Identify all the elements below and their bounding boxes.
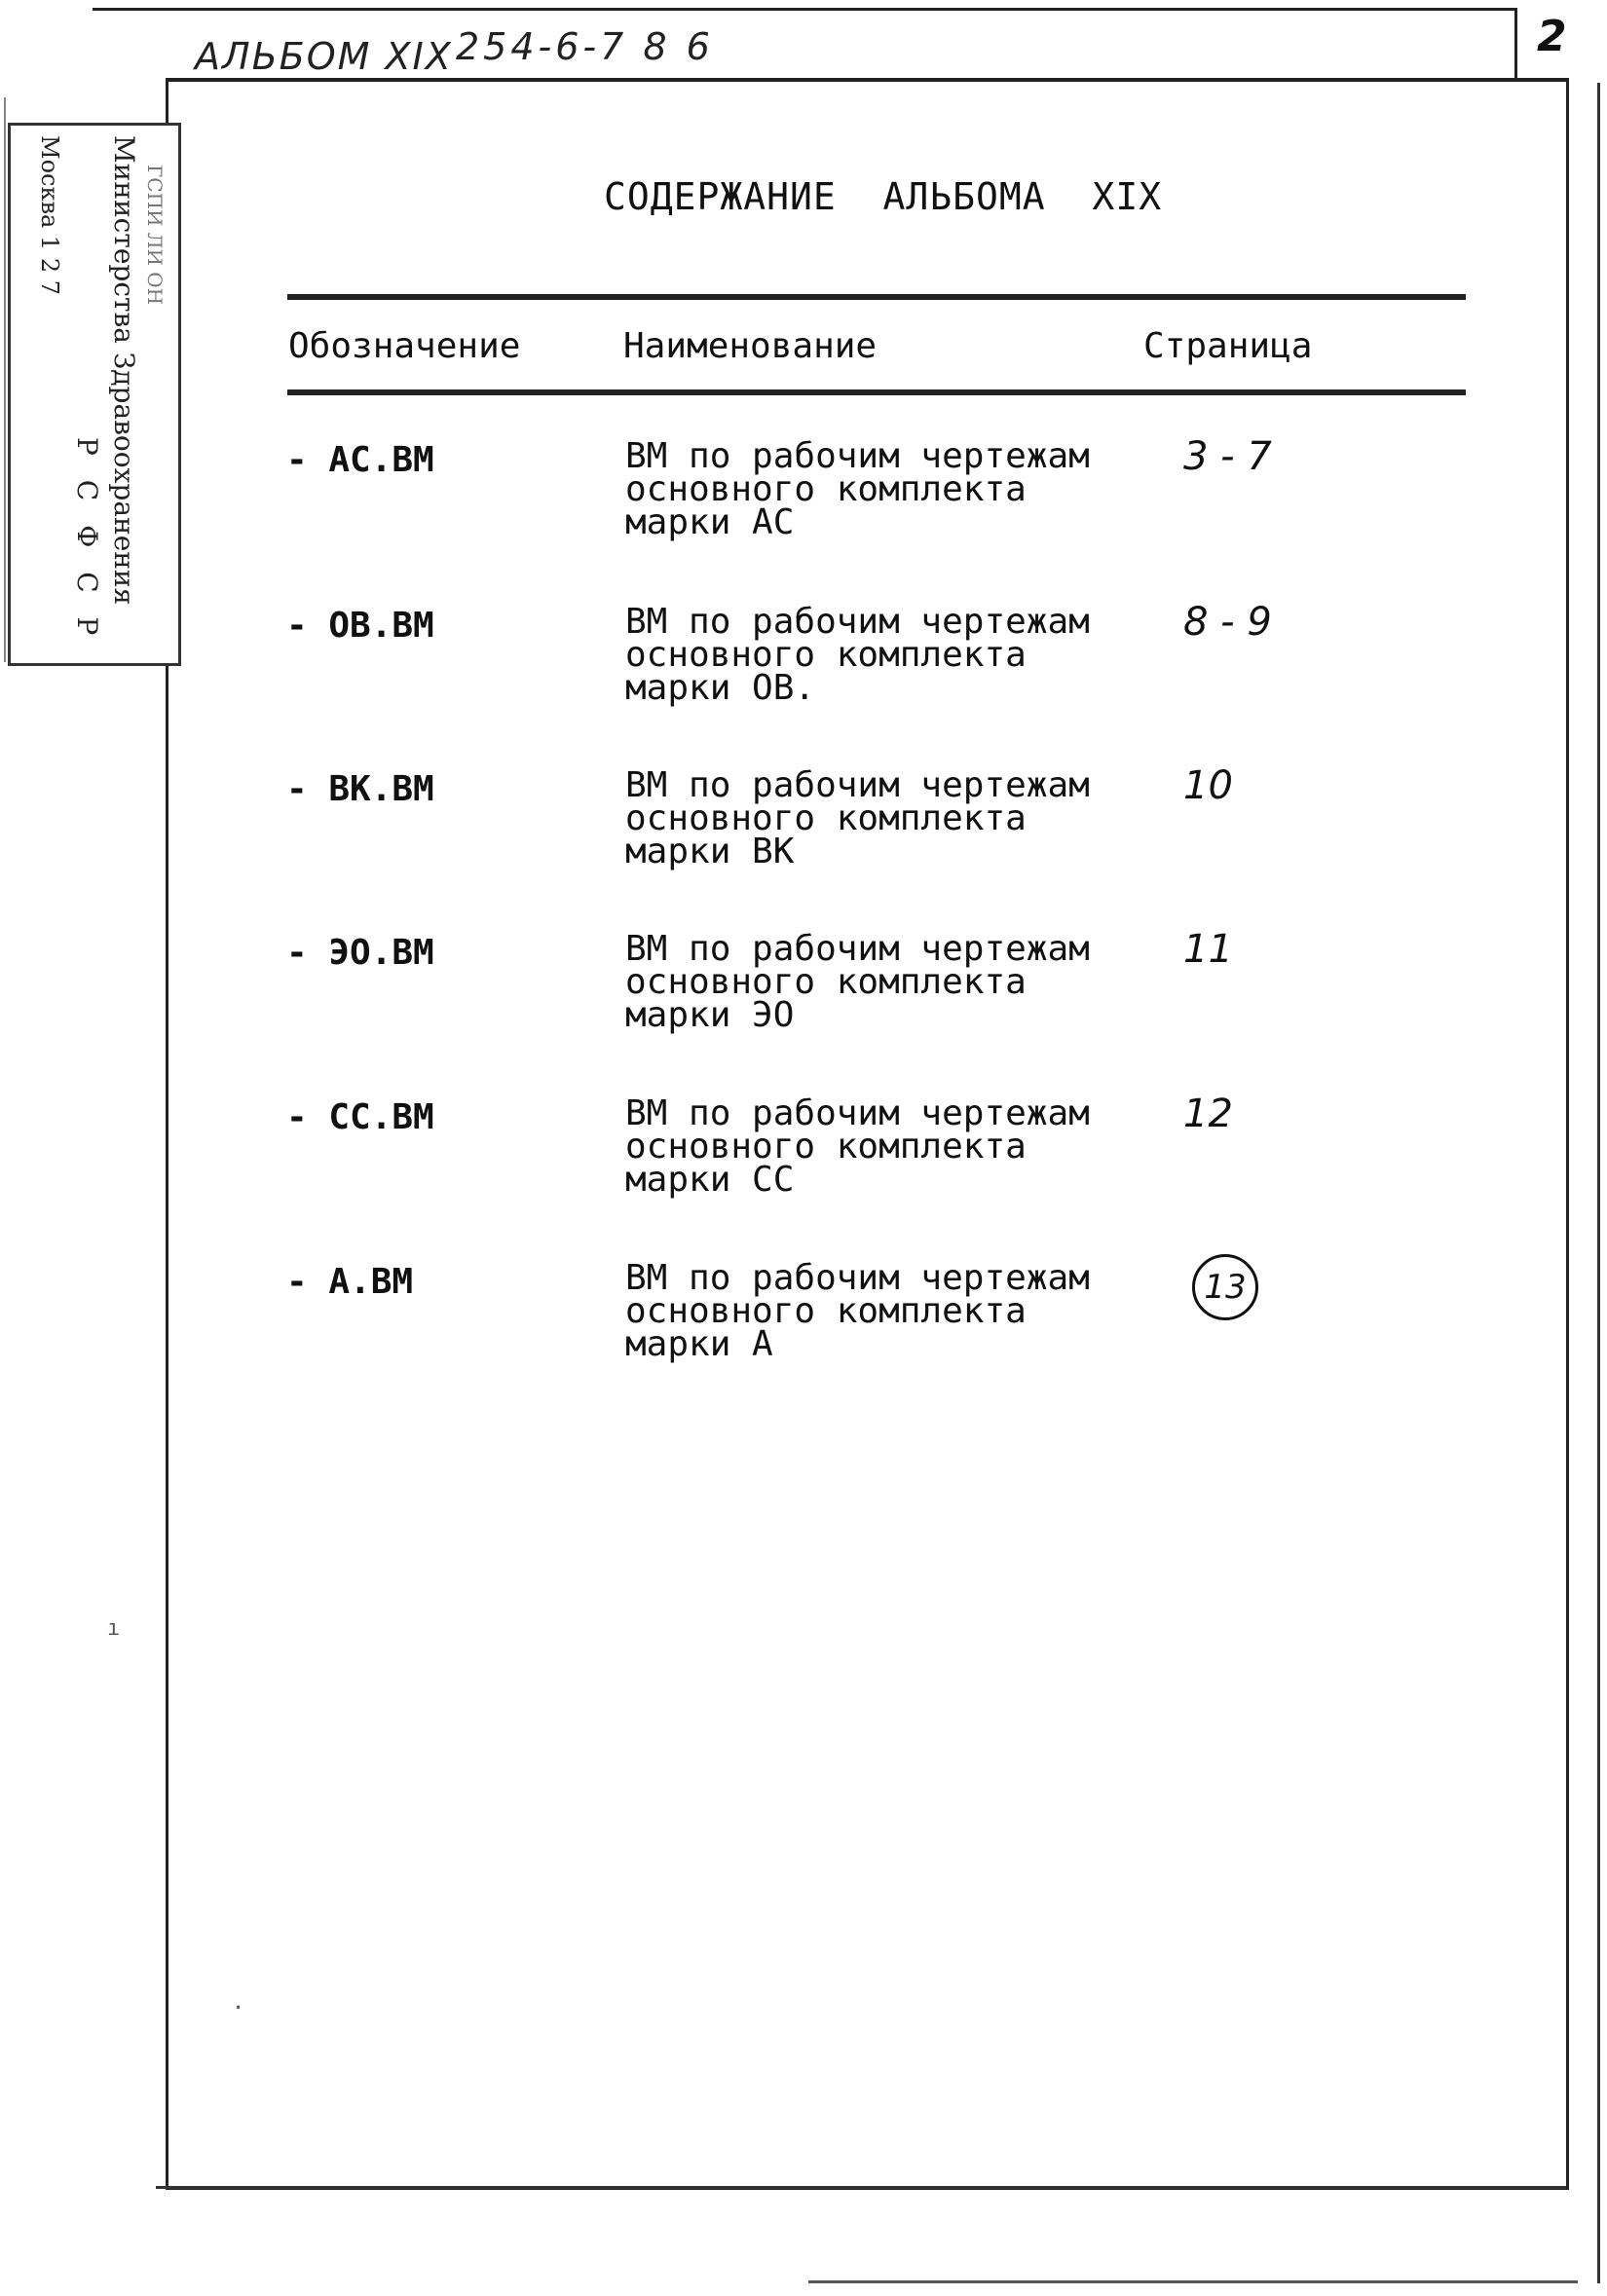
table-row	[0, 1258, 1607, 1408]
row-designation: - АС.ВМ	[286, 440, 434, 480]
row-page: 8 - 9	[1183, 600, 1272, 645]
row-name: ВМ по рабочим чертежам основного комплекта марки ВК	[625, 765, 1090, 871]
page-number: 2	[1537, 12, 1567, 61]
row-designation: - ВК.ВМ	[286, 769, 434, 809]
row-page: 10	[1183, 763, 1233, 808]
table-row	[0, 600, 1607, 752]
scan-speck: ·	[232, 1996, 245, 2020]
table-row	[0, 763, 1607, 915]
scan-speck: ı	[107, 1616, 121, 1641]
row-name: ВМ по рабочим чертежам основного комплекта марки ОВ.	[625, 602, 1090, 708]
row-name: ВМ по рабочим чертежам основного комплекта марки СС	[625, 1093, 1090, 1200]
row-name: ВМ по рабочим чертежам основного комплекта марки А	[625, 1258, 1090, 1364]
sheet-bottom-stub	[808, 2280, 1578, 2283]
table-header-rule	[287, 389, 1466, 395]
document-title: СОДЕРЖАНИЕ АЛЬБОМА XIX	[604, 175, 1163, 218]
album-code: 254-6-7 8 6	[456, 25, 714, 68]
table-top-rule	[287, 294, 1466, 300]
stamp-republic-line: Р С Ф С Р	[71, 437, 103, 644]
column-header-page: Страница	[1143, 326, 1313, 366]
row-designation: - ОВ.ВМ	[286, 606, 434, 646]
stamp-institute-line: ГСПИ ЛИ ОН	[143, 165, 167, 306]
stamp-ministry-line: Министерства Здравоохранения	[108, 135, 140, 606]
row-designation: - А.ВМ	[286, 1262, 414, 1302]
row-name: ВМ по рабочим чертежам основного комплекта марки ЭО	[625, 929, 1090, 1035]
column-header-designation: Обозначение	[288, 326, 521, 366]
table-row	[0, 434, 1607, 586]
table-row	[0, 1092, 1607, 1243]
table-row	[0, 927, 1607, 1079]
sheet-bottom-edge	[156, 2186, 1566, 2189]
row-name: ВМ по рабочим чертежам основного комплекта марки АС	[625, 436, 1090, 542]
row-page: 12	[1183, 1092, 1233, 1136]
stamp-city-line: Москва 1 2 7	[36, 135, 63, 295]
album-label: АЛЬБОМ XIX	[195, 35, 453, 78]
row-page: 11	[1183, 927, 1233, 972]
row-designation: - ЭО.ВМ	[286, 933, 434, 973]
column-header-name: Наименование	[623, 326, 878, 366]
row-designation: - СС.ВМ	[286, 1097, 434, 1137]
row-page: 3 - 7	[1183, 434, 1272, 479]
row-page-circled: 13	[1192, 1254, 1258, 1320]
